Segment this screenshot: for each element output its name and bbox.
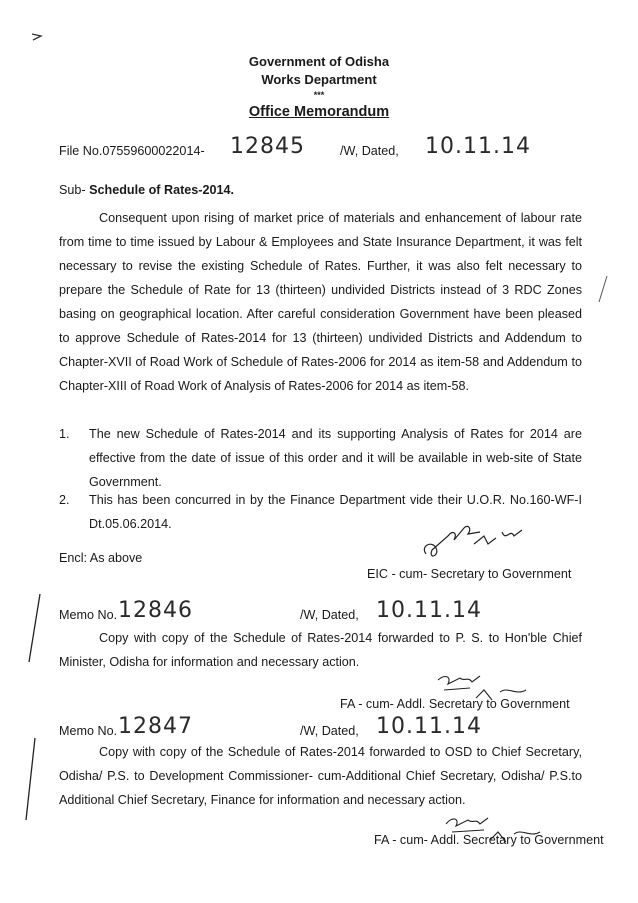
fa-signatory-1: FA - cum- Addl. Secretary to Government	[340, 697, 570, 711]
subject-label: Sub-	[59, 183, 86, 197]
enclosure-note: Encl: As above	[59, 551, 143, 565]
memo2-text: Copy with copy of the Schedule of Rates-2014 forwarded to OSD to Chief Secretary, Odisha/ P.S. to Development Commissioner- cum-Additional Chief Secretary, Odisha/ P.S.to Additional Chief Secretary, Finance for information and necessary action.	[59, 745, 582, 807]
file-date-handwritten: 10.11.14	[425, 134, 531, 159]
memo2-date-handwritten: 10.11.14	[376, 714, 482, 739]
file-dated-label: /W, Dated,	[340, 144, 399, 158]
fa-signatory-2: FA - cum- Addl. Secretary to Government	[374, 833, 604, 847]
eic-signature	[418, 518, 538, 562]
body-paragraph: Consequent upon rising of market price of materials and enhancement of labour rate from time to time issued by Labour & Employees and State Insurance Department, it was felt necessary to revise the existing Schedule of Rates. Further, it was also felt necessary to prepare the Schedule of Rate for 13 (thirteen) undivided Districts instead of 3 RDC Zones basing on geographical location. After careful consideration Government have been pleased to approve Schedule of Rates-2014 for 13 (thirteen) undivided Districts and Addendum to Chapter-XVII of Road Work of Schedule of Rates-2006 for 2014 as item-58 and Addendum to Chapter-XIII of Road Work of Analysis of Rates-2006 for 2014 as item-58.	[59, 211, 582, 393]
header-stars: ***	[313, 90, 325, 100]
margin-bracket-1	[26, 592, 42, 666]
file-number-handwritten: 12845	[230, 134, 305, 159]
margin-tick-right	[596, 274, 610, 304]
list-item	[59, 422, 582, 494]
margin-bracket-2	[22, 736, 38, 824]
government-heading: Government of Odisha	[248, 54, 390, 69]
memo1-number-handwritten: 12846	[118, 598, 193, 623]
memo1-dated-label: /W, Dated,	[300, 608, 359, 622]
list-item-text: The new Schedule of Rates-2014 and its supporting Analysis of Rates for 2014 are effective from the date of issue of this order and it will be available in web-site of State Government.	[89, 427, 582, 489]
list-item-text: This has been concurred in by the Finance Department vide their U.O.R. No.160-WF-I Dt.05.06.2014.	[89, 493, 582, 531]
list-item-number: 1.	[59, 427, 70, 441]
memo1-date-handwritten: 10.11.14	[376, 598, 482, 623]
memo2-dated-label: /W, Dated,	[300, 724, 359, 738]
memo-title: Office Memorandum	[248, 104, 390, 120]
margin-mark	[30, 32, 44, 42]
memo2-label: Memo No.	[59, 724, 118, 738]
memo2-number-handwritten: 12847	[118, 714, 193, 739]
memo1-label: Memo No.	[59, 608, 118, 622]
subject-line	[59, 183, 234, 197]
department-heading: Works Department	[261, 72, 377, 87]
file-number-prefix: File No.07559600022014-	[59, 144, 205, 158]
subject-text: Schedule of Rates-2014.	[89, 183, 234, 197]
list-item-number: 2.	[59, 493, 70, 507]
memo1-text: Copy with copy of the Schedule of Rates-2014 forwarded to P. S. to Hon'ble Chief Minister, Odisha for information and necessary action.	[59, 631, 582, 669]
eic-signatory: EIC - cum- Secretary to Government	[367, 567, 572, 581]
